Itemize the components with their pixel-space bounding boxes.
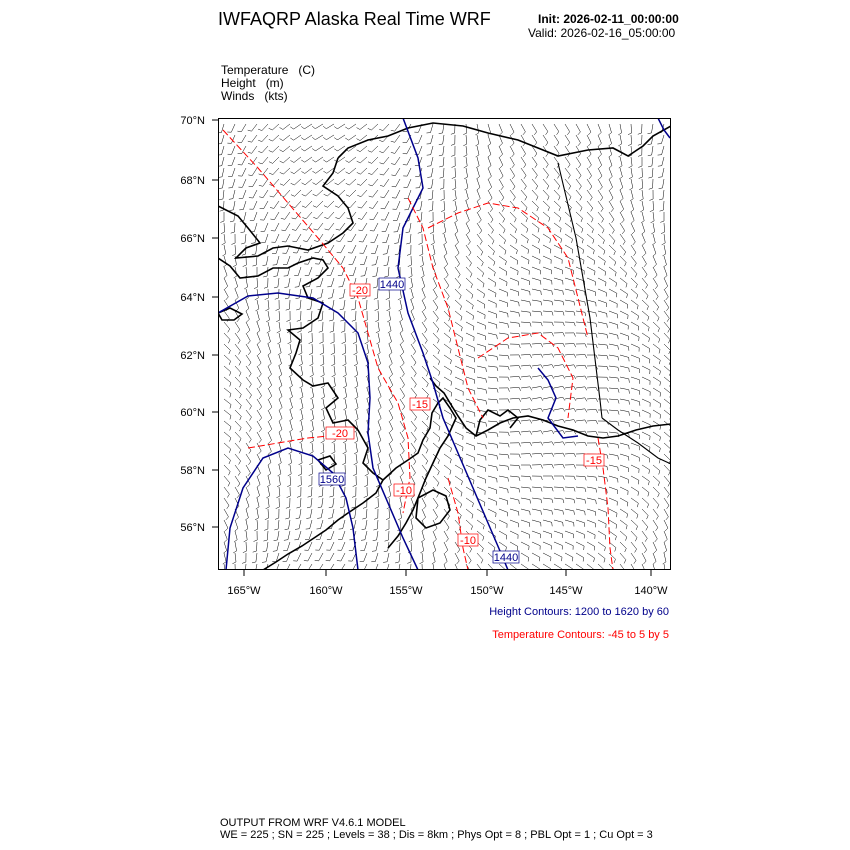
field-winds-label: Winds (kts) <box>221 89 288 103</box>
temperature-label: -15 <box>586 455 602 467</box>
field-temperature-label: Temperature (C) <box>221 63 316 77</box>
longitude-label: 150°W <box>470 585 504 597</box>
latitude-label: 68°N <box>180 175 205 187</box>
latitude-label: 66°N <box>180 233 205 245</box>
longitude-label: 165°W <box>227 585 261 597</box>
temperature-label: -20 <box>332 428 348 440</box>
height-label: 1440 <box>379 279 405 291</box>
height-contour-legend: Height Contours: 1200 to 1620 by 60 <box>489 606 669 618</box>
latitude-label: 64°N <box>180 292 205 304</box>
latitude-label: 58°N <box>180 465 205 477</box>
weather-map <box>218 118 671 570</box>
temperature-contour-legend: Temperature Contours: -45 to 5 by 5 <box>492 629 669 641</box>
model-settings-footer: WE = 225 ; SN = 225 ; Levels = 38 ; Dis = 8km ; Phys Opt = 8 ; PBL Opt = 1 ; Cu Opt = 3 <box>220 829 653 841</box>
field-height-label: Height (m) <box>221 76 284 90</box>
temperature-label: -20 <box>352 285 368 297</box>
model-footer: OUTPUT FROM WRF V4.6.1 MODEL <box>220 817 406 829</box>
chart-title: IWFAQRP Alaska Real Time WRF <box>218 9 491 29</box>
temperature-label: -10 <box>396 485 412 497</box>
latitude-label: 60°N <box>180 407 205 419</box>
temperature-label: -15 <box>412 399 428 411</box>
height-label: 1560 <box>319 474 345 486</box>
init-time: Init: 2026-02-11_00:00:00 <box>538 12 679 26</box>
latitude-label: 62°N <box>180 350 205 362</box>
longitude-label: 155°W <box>389 585 423 597</box>
temperature-label: -10 <box>460 535 476 547</box>
latitude-label: 56°N <box>180 522 205 534</box>
height-label: 1440 <box>493 552 519 564</box>
latitude-label: 70°N <box>180 115 205 127</box>
longitude-label: 140°W <box>634 585 668 597</box>
longitude-label: 160°W <box>309 585 343 597</box>
longitude-label: 145°W <box>549 585 583 597</box>
valid-time: Valid: 2026-02-16_05:00:00 <box>528 26 676 40</box>
